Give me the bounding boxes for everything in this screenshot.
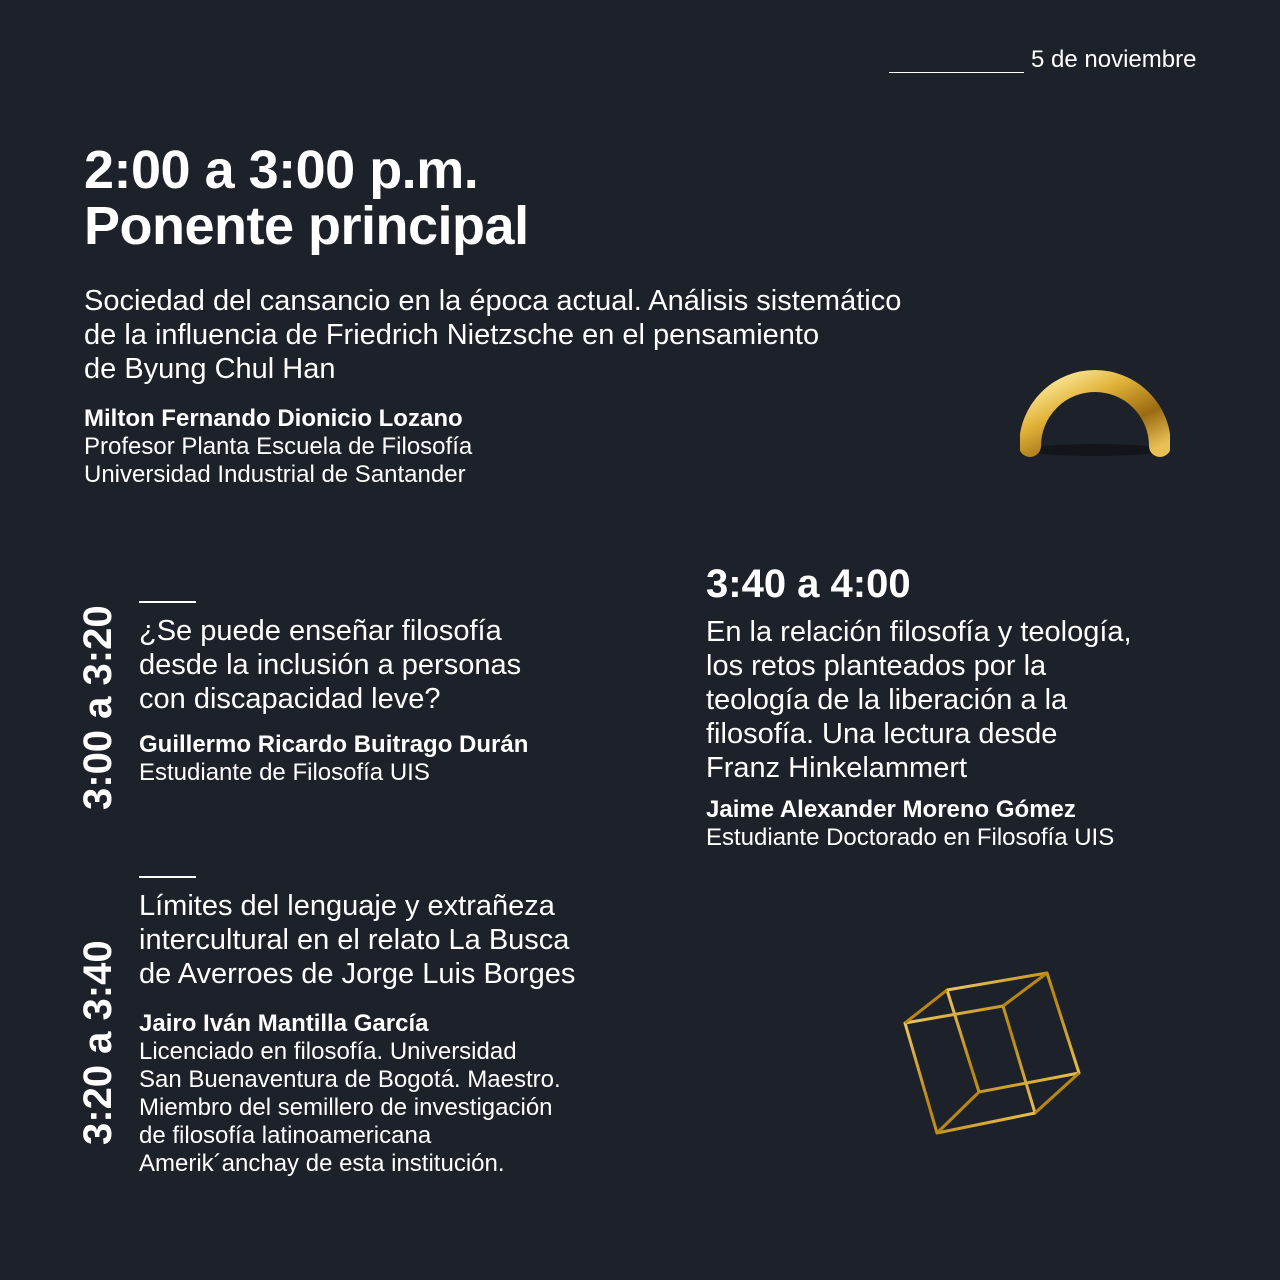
session1-talk-line: con discapacidad leve? xyxy=(139,683,441,715)
session2-talk-line: de Averroes de Jorge Luis Borges xyxy=(139,958,576,990)
session3-talk-line: los retos planteados por la xyxy=(706,650,1047,682)
main-talk-line: Sociedad del cansancio en la época actual. Análisis sistemático xyxy=(84,285,902,317)
date-divider xyxy=(889,72,1024,73)
gold-cube-decoration xyxy=(895,965,1090,1140)
session2-speaker-bio-line: de filosofía latinoamericana xyxy=(139,1122,432,1149)
session1-speaker-role: Estudiante de Filosofía UIS xyxy=(139,759,430,786)
session3-talk-line: filosofía. Una lectura desde xyxy=(706,718,1058,750)
event-date: 5 de noviembre xyxy=(1031,46,1197,73)
session2-talk-line: Límites del lenguaje y extrañeza xyxy=(139,890,555,922)
session1-time: 3:00 a 3:20 xyxy=(76,605,120,810)
session2-talk-title xyxy=(139,889,575,991)
session2-speaker-bio-line: San Buenaventura de Bogotá. Maestro. xyxy=(139,1066,561,1093)
session1-talk-line: ¿Se puede enseñar filosofía xyxy=(139,615,502,647)
session2-speaker xyxy=(139,1010,561,1178)
session3-talk-line: Franz Hinkelammert xyxy=(706,752,968,784)
session1-divider xyxy=(139,601,196,603)
session3-talk-title xyxy=(706,615,1132,785)
gold-arch-decoration xyxy=(1020,370,1170,460)
session2-divider xyxy=(139,876,196,878)
main-speaker-role: Profesor Planta Escuela de Filosofía xyxy=(84,433,473,460)
session3-speaker xyxy=(706,796,1114,852)
session3-speaker-role: Estudiante Doctorado en Filosofía UIS xyxy=(706,824,1115,851)
session2-speaker-bio-line: Amerik´anchay de esta institución. xyxy=(139,1150,505,1177)
session3-talk-line: En la relación filosofía y teología, xyxy=(706,616,1132,648)
session2-talk-line: intercultural en el relato La Busca xyxy=(139,924,570,956)
session3-speaker-name: Jaime Alexander Moreno Gómez xyxy=(706,796,1076,823)
session2-speaker-bio-line: Licenciado en filosofía. Universidad xyxy=(139,1038,517,1065)
main-session-heading xyxy=(84,142,529,254)
session2-time: 3:20 a 3:40 xyxy=(76,940,120,1145)
main-speaker xyxy=(84,405,472,489)
session3-talk-line: teología de la liberación a la xyxy=(706,684,1068,716)
main-session-time: 2:00 a 3:00 p.m. xyxy=(84,140,479,200)
session2-speaker-bio-line: Miembro del semillero de investigación xyxy=(139,1094,553,1121)
main-talk-line: de la influencia de Friedrich Nietzsche en el pensamiento xyxy=(84,319,820,351)
main-speaker-affiliation: Universidad Industrial de Santander xyxy=(84,461,466,488)
session3-time: 3:40 a 4:00 xyxy=(706,562,911,606)
main-session-title: Ponente principal xyxy=(84,196,529,256)
main-talk-line: de Byung Chul Han xyxy=(84,353,336,385)
main-speaker-name: Milton Fernando Dionicio Lozano xyxy=(84,405,463,432)
session1-talk-line: desde la inclusión a personas xyxy=(139,649,522,681)
session1-talk-title xyxy=(139,614,521,716)
session1-speaker-name: Guillermo Ricardo Buitrago Durán xyxy=(139,731,529,758)
main-talk-title xyxy=(84,284,901,386)
session2-speaker-name: Jairo Iván Mantilla García xyxy=(139,1010,429,1037)
session1-speaker xyxy=(139,731,528,787)
